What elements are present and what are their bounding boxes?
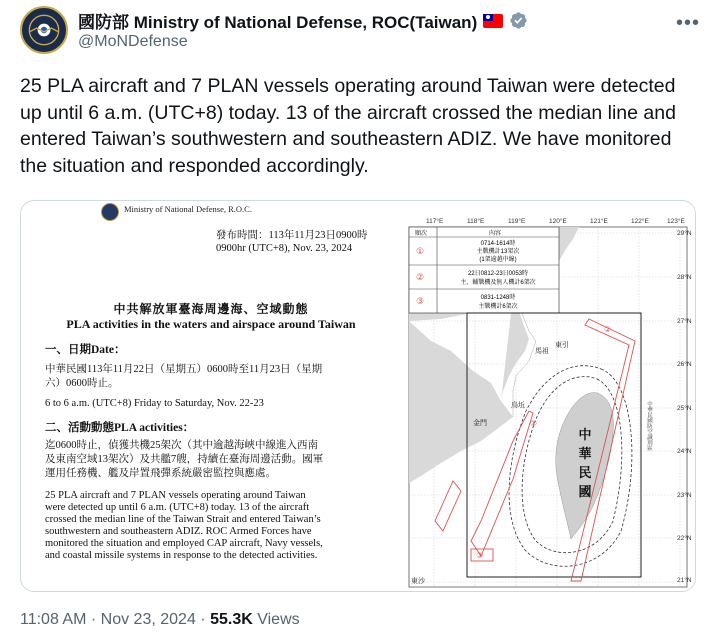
adiz-label: 中華民國防空識別區 — [646, 401, 652, 451]
author-name-row[interactable] — [78, 8, 528, 33]
lon-label: 119°E — [508, 218, 526, 225]
doc-release-en: 0900hr (UTC+8), Nov. 23, 2024 — [216, 243, 353, 254]
place-dongsha: 東沙 — [411, 578, 425, 585]
doc-title-en: PLA activities in the waters and airspace around Taiwan — [66, 317, 356, 331]
legend-num: ③ — [416, 296, 425, 306]
legend-col2: 內容 — [489, 231, 502, 237]
mnd-emblem-icon — [22, 8, 66, 52]
taiwan-label-char: 中 — [578, 427, 592, 442]
lat-label: 28°N — [677, 274, 692, 281]
doc-section-date-cn-2: 六）0600時止。 — [45, 378, 119, 389]
tweet-date[interactable]: Nov 23, 2024 — [100, 611, 196, 628]
lat-label: 23°N — [677, 492, 692, 499]
doc-section-date-en: 6 to 6 a.m. (UTC+8) Friday to Saturday, Nov. 22-23 — [45, 398, 264, 409]
doc-activity-en-2: were detected up until 6 a.m. (UTC+8) today. 13 of the aircraft — [45, 502, 310, 513]
taiwan-label-char: 華 — [578, 446, 592, 461]
place-kinmen: 金門 — [473, 420, 487, 427]
place-mazu: 馬祖 — [535, 348, 549, 355]
legend-line: 主戰機計6架次 — [478, 304, 518, 310]
doc-activity-en-4: southwestern and southeastern ADIZ. ROC Armed Forces have — [45, 526, 312, 537]
adiz-map — [401, 201, 696, 592]
lat-label: 29°N — [677, 230, 692, 237]
doc-release-cn: 發布時間：113年11月23日0900時 — [216, 230, 368, 241]
legend-col1: 順次 — [415, 231, 428, 237]
legend-line: 22日0812-23日0053時 — [467, 271, 529, 277]
lon-label: 123°E — [667, 218, 685, 225]
legend-num: ① — [416, 246, 425, 256]
route-num: ③ — [476, 551, 484, 560]
doc-activity-en-6: and coastal missile systems in response to the detected activities. — [45, 550, 318, 561]
lat-label: 24°N — [677, 448, 692, 455]
tweet-time[interactable]: 11:08 AM — [20, 611, 87, 628]
doc-title-cn: 中共解放軍臺海周邊海、空域動態 — [113, 302, 309, 316]
tweet-meta — [20, 611, 300, 629]
legend-table — [409, 227, 559, 313]
views-count[interactable]: 55.3K — [210, 611, 253, 628]
lon-label: 120°E — [549, 218, 567, 225]
doc-section-date-heading: 一、日期Date： — [45, 344, 126, 356]
doc-activity-en-1: 25 PLA aircraft and 7 PLAN vessels operating around Taiwan — [45, 490, 306, 501]
lat-label: 27°N — [677, 318, 692, 325]
route-num: ② — [604, 325, 612, 334]
lon-label: 117°E — [426, 218, 444, 225]
meta-separator: · — [90, 611, 97, 628]
author-display-name[interactable]: 國防部 Ministry of National Defense, ROC(Taiwan) — [78, 13, 478, 32]
lon-label: 118°E — [467, 218, 485, 225]
lat-label: 21°N — [677, 577, 692, 584]
taiwan-label-char: 國 — [578, 484, 592, 499]
place-dongyin: 東引 — [555, 342, 569, 349]
doc-org: Ministry of National Defense, R.O.C. — [124, 204, 252, 214]
mainland-coast-south — [409, 321, 513, 483]
meta-separator: · — [200, 611, 206, 628]
doc-activity-cn-1: 迄0600時止，偵獲共機25架次（其中逾越海峽中線進入西南 — [45, 440, 318, 451]
lat-label: 26°N — [677, 361, 692, 368]
place-wuqiu: 烏坵 — [511, 402, 525, 409]
legend-line: 主、輔戰機及無人機計6架次 — [460, 280, 536, 286]
legend-num: ② — [416, 272, 425, 282]
author-handle[interactable]: @MoNDefense — [78, 33, 188, 50]
press-release-document — [21, 201, 401, 592]
doc-activity-cn-3: 運用任務機、艦及岸置飛彈系統嚴密監控與應處。 — [45, 468, 276, 479]
lat-label: 22°N — [677, 535, 692, 542]
lon-label: 122°E — [631, 218, 649, 225]
legend-line: (1架逾越中線) — [479, 257, 517, 263]
taiwan-label-char: 民 — [578, 465, 592, 480]
verified-badge-icon — [509, 11, 528, 30]
legend-line: 主戰機計13架次 — [476, 249, 520, 255]
taiwan-flag-icon — [483, 14, 503, 28]
views-label: Views — [257, 611, 300, 628]
lon-label: 121°E — [590, 218, 608, 225]
more-options-icon[interactable]: ••• — [675, 12, 700, 34]
doc-activity-cn-2: 及東南空域13架次）及共艦7艘，持續在臺海周邊活動。國軍 — [45, 454, 324, 465]
doc-activity-en-3: crossed the median line of the Taiwan Strait and entered Taiwan’s — [45, 514, 321, 525]
doc-section-date-cn-1: 中華民國113年11月22日（星期五）0600時至11月23日（星期 — [45, 364, 323, 375]
doc-section-activity-heading: 二、活動動態PLA activities： — [45, 422, 195, 434]
tweet-media-image[interactable] — [20, 200, 696, 592]
mnd-seal-icon — [101, 203, 119, 221]
legend-line: 0831-1248時 — [480, 295, 516, 301]
tweet-text: 25 PLA aircraft and 7 PLAN vessels operating around Taiwan were detected up until 6 a.m. (UTC+8) today. 13 of the aircraft crossed the median line and entered Taiwan’s southwestern and southeastern ADIZ. We have monitored the situation and responded accordingly. — [20, 75, 676, 177]
adiz-boundary — [467, 313, 641, 577]
doc-activity-en-5: monitored the situation and employed CAP aircraft, Navy vessels, — [45, 538, 323, 549]
author-avatar[interactable] — [20, 6, 68, 54]
legend-line: 0714-1614時 — [480, 241, 516, 247]
route-num: ① — [530, 419, 538, 428]
lat-label: 25°N — [677, 405, 692, 412]
